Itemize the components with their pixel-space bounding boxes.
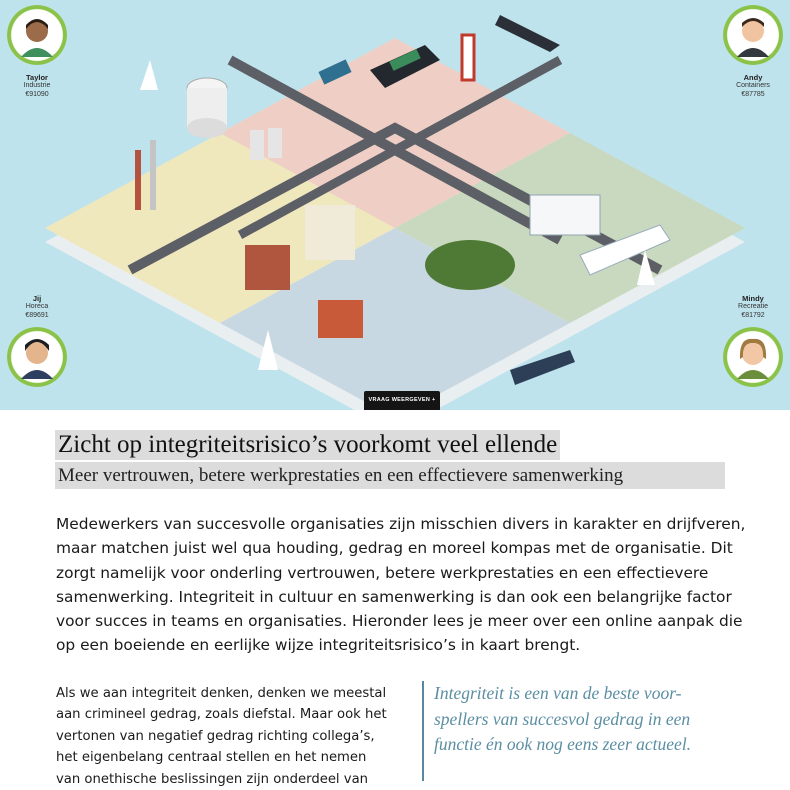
avatar-icon bbox=[723, 5, 783, 65]
player-score: €91090 bbox=[25, 91, 49, 99]
player-role: Industrie bbox=[23, 82, 51, 90]
intro-line: zorgt namelijk voor onderling vertrouwen, betere werkprestaties en een effectievere bbox=[56, 563, 709, 582]
player-role: Horeca bbox=[25, 303, 49, 311]
player-card-andy[interactable] bbox=[698, 5, 790, 100]
article-intro bbox=[56, 512, 746, 658]
body-line: van onethische beslissingen zijn onderdeel van bbox=[56, 771, 369, 787]
avatar-icon bbox=[7, 5, 67, 65]
player-name: Taylor bbox=[26, 73, 48, 82]
player-name: Andy bbox=[743, 73, 763, 82]
player-role: Recreatie bbox=[738, 303, 768, 311]
player-card-taylor[interactable] bbox=[0, 5, 92, 100]
body-line: vertonen van negatief gedrag richting collega’s, bbox=[56, 728, 375, 744]
article-title: Zicht op integriteitsrisico’s voorkomt veel ellende bbox=[55, 430, 560, 460]
player-role: Containers bbox=[736, 82, 770, 90]
intro-line: voor succes in teams en organisaties. Hieronder lees je meer over een online aanpak die bbox=[56, 612, 743, 631]
player-card-jij[interactable] bbox=[0, 294, 92, 387]
avatar bbox=[723, 327, 783, 387]
player-card-mindy[interactable] bbox=[698, 294, 790, 387]
quote-line: functie én ook nog eens zeer actueel. bbox=[434, 734, 692, 755]
player-name: Jij bbox=[32, 294, 42, 303]
show-question-button[interactable]: VRAAG WEERGEVEN + bbox=[364, 391, 440, 410]
player-score: €81792 bbox=[741, 312, 765, 320]
pull-quote bbox=[422, 681, 691, 781]
avatar bbox=[7, 327, 67, 387]
article-body bbox=[56, 683, 396, 790]
avatar bbox=[723, 5, 783, 65]
intro-line: Medewerkers van succesvolle organisaties zijn misschien divers in karakter en drijfveren, bbox=[56, 515, 746, 533]
avatar bbox=[7, 5, 67, 65]
intro-line: op een boeiende en eerlijke wijze integriteitsrisico’s in kaart brengt. bbox=[56, 636, 581, 655]
article-subtitle: Meer vertrouwen, betere werkprestaties en een effectievere samenwerking bbox=[55, 462, 725, 489]
quote-line: Integriteit is een van de beste voor- bbox=[434, 683, 682, 703]
intro-line: samenwerking. Integriteit in cultuur en samenwerking is dan ook een belangrijke factor bbox=[56, 587, 732, 606]
avatar-icon bbox=[7, 327, 67, 387]
body-line: Als we aan integriteit denken, denken we meestal bbox=[56, 686, 387, 701]
player-name: Mindy bbox=[742, 294, 764, 303]
avatar-icon bbox=[723, 327, 783, 387]
player-score: €89691 bbox=[25, 312, 49, 320]
body-line: het eigenbelang centraal stellen en het nemen bbox=[56, 750, 367, 766]
quote-line: spellers van succesvol gedrag in een bbox=[434, 708, 691, 729]
body-line: aan crimineel gedrag, zoals diefstal. Maar ook het bbox=[56, 707, 387, 723]
intro-line: maar matchen juist wel qua houding, gedrag en moreel kompas met de organisatie. Dit bbox=[56, 539, 733, 558]
player-score: €87785 bbox=[741, 91, 765, 99]
